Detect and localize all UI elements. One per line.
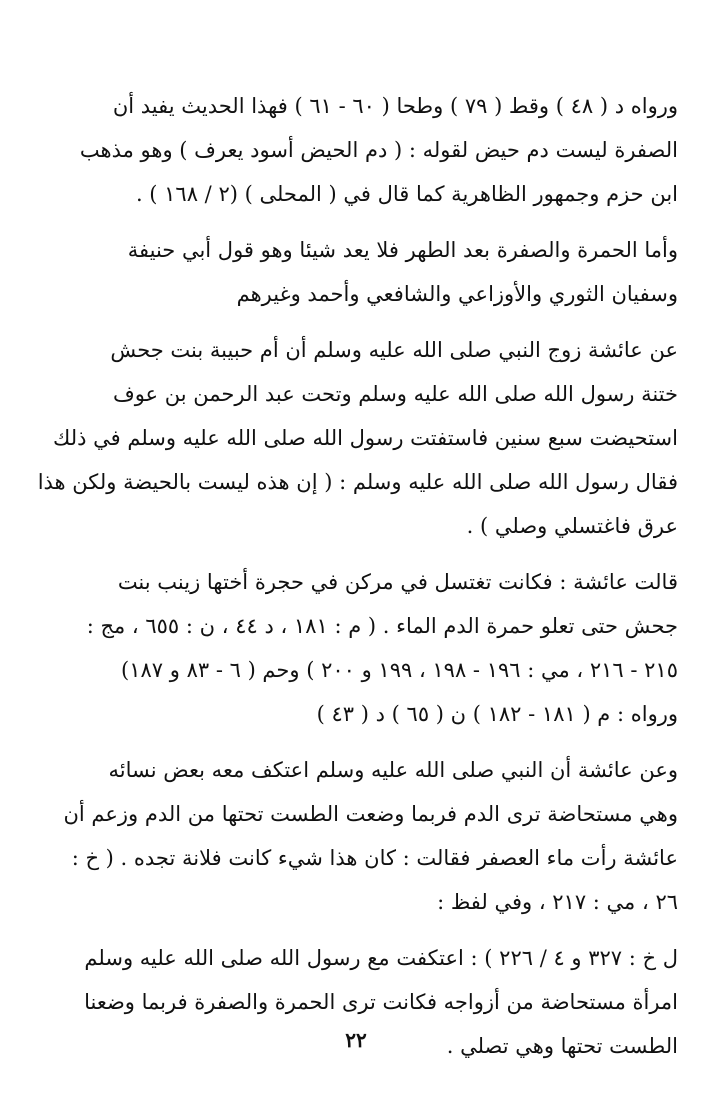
text-line: ٢٦ ، مي : ٢١٧ ، وفي لفظ : (437, 890, 678, 914)
text-line: فقال رسول الله صلى الله عليه وسلم : ( إن هذه ليست بالحيضة ولكن هذا (37, 470, 678, 494)
text-line: عرق فاغتسلي وصلي ) . (466, 514, 678, 538)
text-line: استحيضت سبع سنين فاستفتت رسول الله صلى الله عليه وسلم في ذلك (53, 426, 678, 450)
text-line: الصفرة ليست دم حيض لقوله : ( دم الحيض أسود يعرف ) وهو مذهب (79, 138, 678, 162)
paragraph-aisha-hadith (34, 328, 678, 548)
text-line: عائشة رأت ماء العصفر فقالت : كان هذا شيء كانت فلانة تجده . ( خ : (71, 846, 678, 870)
page-number: ٢٢ (345, 1028, 367, 1052)
text-line: ورواه : م ( ١٨١ - ١٨٢ ) ن ( ٦٥ ) د ( ٤٣ ) (316, 702, 678, 726)
text-line: ابن حزم وجمهور الظاهرية كما قال في ( المحلى ) (٢ / ١٦٨ ) . (135, 182, 678, 206)
text-line: وعن عائشة أن النبي صلى الله عليه وسلم اعتكف معه بعض نسائه (108, 758, 678, 782)
text-line: ختنة رسول الله صلى الله عليه وسلم وتحت عبد الرحمن بن عوف (112, 382, 678, 406)
paragraph-aisha-said (34, 560, 678, 736)
text-line: قالت عائشة : فكانت تغتسل في مركن في حجرة أختها زينب بنت (117, 570, 678, 594)
paragraph-itikaf-hadith (34, 748, 678, 924)
text-line: عن عائشة زوج النبي صلى الله عليه وسلم أن أم حبيبة بنت جحش (110, 338, 678, 362)
text-line: وسفيان الثوري والأوزاعي والشافعي وأحمد وغيرهم (236, 282, 678, 306)
text-line: امرأة مستحاضة من أزواجه فكانت ترى الحمرة والصفرة فربما وضعنا (84, 990, 678, 1014)
paragraph-scholars-opinion (34, 228, 678, 316)
text-line: ٢١٥ - ٢١٦ ، مي : ١٩٦ - ١٩٨ ، ١٩٩ و ٢٠٠ ) وحم ( ٦ - ٨٣ و ١٨٧) (121, 658, 678, 682)
text-line: جحش حتى تعلو حمرة الدم الماء . ( م : ١٨١ ، د ٤٤ ، ن : ٦٥٥ ، مج : (86, 614, 678, 638)
paragraph-hadith-reference (34, 84, 678, 216)
text-line: وهي مستحاضة ترى الدم فربما وضعت الطست تحتها من الدم وزعم أن (63, 802, 678, 826)
page-body (34, 84, 678, 1068)
text-line: الطست تحتها وهي تصلي . (446, 1034, 678, 1058)
text-line: ل خ : ٣٢٧ و ٤ / ٢٢٦ ) : اعتكفت مع رسول الله صلى الله عليه وسلم (84, 946, 678, 970)
text-line: ورواه د ( ٤٨ ) وقط ( ٧٩ ) وطحا ( ٦٠ - ٦١ ) فهذا الحديث يفيد أن (112, 94, 678, 118)
text-line: وأما الحمرة والصفرة بعد الطهر فلا يعد شيئا وهو قول أبي حنيفة (127, 238, 678, 262)
